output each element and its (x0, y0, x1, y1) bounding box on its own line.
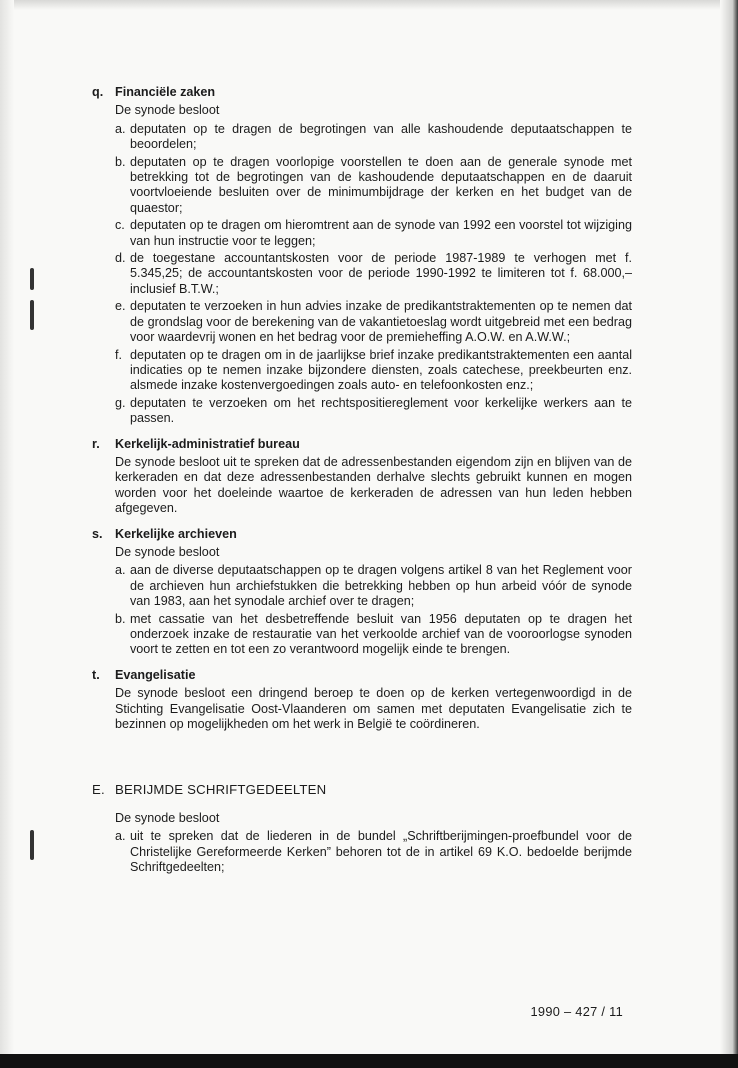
list-item (115, 122, 632, 153)
binding-hole-mark (30, 268, 34, 290)
list-item (115, 612, 632, 658)
section-title: Kerkelijk-administratief bureau (115, 436, 300, 451)
scan-right-edge (720, 0, 738, 1068)
section-body (92, 545, 632, 658)
list-text: deputaten op te dragen de begrotingen van alle kashoudende deputaatschappen te beoordelen; (130, 121, 632, 152)
scan-bottom-bar (0, 1054, 738, 1068)
list-marker: c. (115, 218, 125, 233)
binding-hole-mark (30, 300, 34, 330)
section-intro: De synode besloot (115, 544, 220, 559)
section-paragraph: De synode besloot uit te spreken dat de adressenbestanden eigendom zijn en blijven van de kerkeraden en dat deze adressenbestanden derhalve slechts gebruikt kunnen en mogen worden voor het doeleinde waartoe de kerkeraden de adressen van hun leden hebben afgegeven. (115, 454, 632, 516)
section-body (92, 455, 632, 517)
binding-hole-mark (30, 830, 34, 860)
list-marker: a. (115, 563, 126, 578)
scan-left-edge (0, 0, 14, 1068)
section-t (92, 668, 632, 733)
section-heading (92, 437, 632, 452)
section-intro: De synode besloot (115, 810, 220, 825)
section-e (92, 782, 632, 875)
list-text: met cassatie van het desbetreffende besluit van 1956 deputaten op te dragen het onderzoek inzake de restauratie van het verkoolde archief van de vooroorlogse synoden voort te zetten en tot een zo verantwoord mogelijk einde te brengen. (130, 611, 632, 657)
list-item (115, 299, 632, 345)
list-text: deputaten op te dragen om hieromtrent aan de synode van 1992 een voorstel tot wijziging van hun instructie voor te leggen; (130, 218, 632, 248)
list-marker: f. (115, 347, 122, 362)
section-letter: s. (92, 526, 103, 541)
list-text: uit te spreken dat de liederen in de bundel „Schriftberijmingen-proefbundel voor de Christelijke Gereformeerde Kerken” behoren tot de in artikel 69 K.O. bedoelde berijmde Schriftgedeelten; (130, 829, 632, 875)
list-text: de toegestane accountantskosten voor de periode 1987-1989 te verhogen met f. 5.345,25; de accountantskosten voor de periode 1990-1992 te limiteren tot f. 68.000,– inclusief B.T.W.; (130, 251, 632, 296)
section-body (92, 103, 632, 426)
section-letter: t. (92, 667, 100, 682)
section-title: Financiële zaken (115, 85, 216, 99)
section-heading (92, 668, 632, 683)
section-q (92, 85, 632, 427)
list-marker: e. (115, 299, 126, 314)
list-text: deputaten op te dragen voorlopige voorstellen te doen aan de generale synode met betrekking tot de begrotingen van de kashoudende deputaatschappen en de daaruit voortvloeiende besluiten over de minimumbijdrage der kerken en het budget van de quaestor; (130, 154, 632, 215)
section-intro: De synode besloot (115, 103, 220, 118)
list-marker: b. (115, 611, 126, 626)
list-item (115, 829, 632, 875)
list-text: deputaten te verzoeken om het rechtspositiereglement voor kerkelijke werkers aan te passen. (130, 395, 632, 426)
section-letter: r. (92, 436, 100, 451)
page-number: 1990 – 427 / 11 (530, 1004, 623, 1019)
list-item (115, 563, 632, 609)
list-marker: a. (115, 829, 126, 844)
section-r (92, 437, 632, 517)
section-body (92, 811, 632, 876)
section-heading (92, 527, 632, 542)
chapter-title: BERIJMDE SCHRIFTGEDEELTEN (115, 782, 327, 798)
list-marker: a. (115, 121, 126, 136)
list-text: deputaten op te dragen om in de jaarlijkse brief inzake predikantstraktementen een aantal indicaties op te nemen inzake bijzondere diensten, zoals catechese, preekbeurten enz. alsmede inzake kostenvergoedingen zoals auto- en telefoonkosten enz.; (130, 347, 632, 393)
heading-spacer (92, 801, 632, 811)
section-spacer (92, 742, 632, 782)
list-marker: d. (115, 251, 126, 266)
section-heading (92, 85, 632, 100)
scan-top-shadow (0, 0, 738, 10)
document-content (92, 85, 632, 885)
section-body (92, 686, 632, 732)
section-title: Kerkelijke archieven (115, 526, 237, 541)
list-item (115, 348, 632, 394)
chapter-heading (92, 782, 632, 797)
section-paragraph: De synode besloot een dringend beroep te doen op de kerken vertegenwoordigd in de Stichting Evangelisatie Oost-Vlaanderen om samen met deputaten Evangelisatie zich te bezinnen op mogelijkheden om het werk in België te coördineren. (115, 686, 632, 732)
list-marker: g. (115, 395, 126, 410)
section-letter: q. (92, 85, 104, 99)
list-text: aan de diverse deputaatschappen op te dragen volgens artikel 8 van het Reglement voor de archieven hun archiefstukken die betrekking hebben op hun arbeid vóór de synode van 1983, aan het synodale archief over te dragen; (130, 563, 632, 609)
section-title: Evangelisatie (115, 667, 196, 682)
list-text: deputaten te verzoeken in hun advies inzake de predikantstraktementen op te nemen dat de grondslag voor de berekening van de vakantietoeslag wordt uitgebreid met een bedrag voor waardevrij wonen en het bedrag voor de premieheffing A.O.W. en A.W.W.; (130, 299, 632, 345)
list-item (115, 251, 632, 297)
chapter-letter: E. (92, 782, 105, 798)
list-item (115, 155, 632, 217)
list-marker: b. (115, 154, 126, 169)
list-item (115, 218, 632, 249)
section-s (92, 527, 632, 658)
list-item (115, 396, 632, 427)
